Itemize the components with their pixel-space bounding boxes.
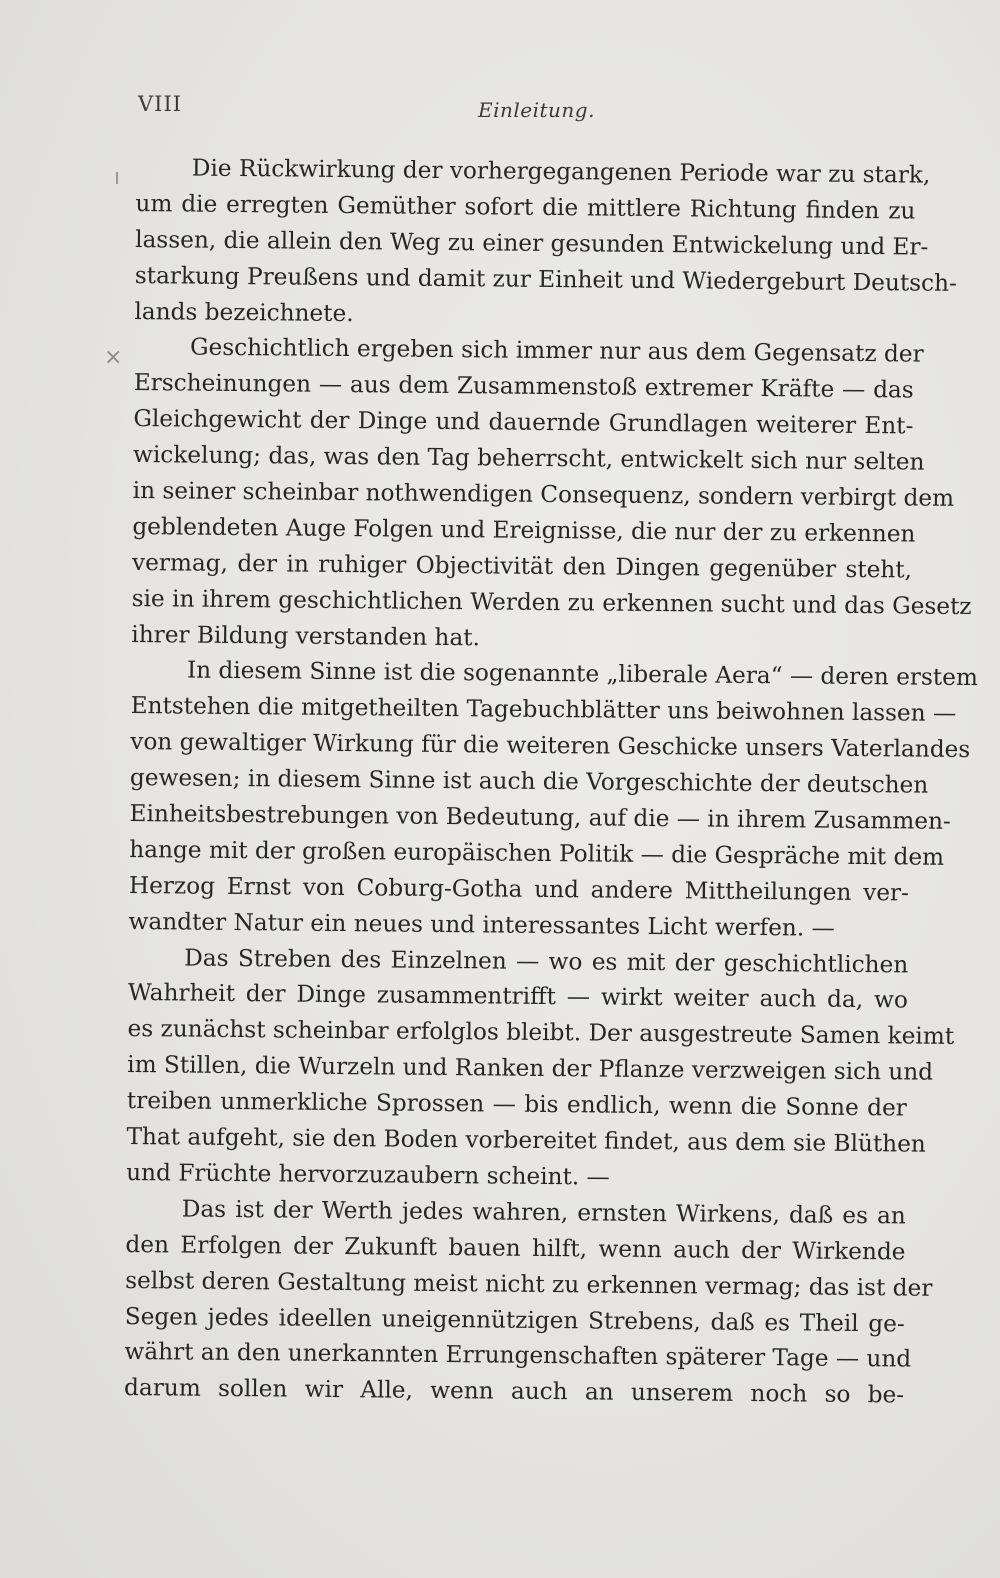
margin-cross-mark: × (104, 345, 123, 370)
text-line: sie in ihrem geschichtlichen Werden zu erkennen sucht und das Gesetz (131, 584, 972, 620)
margin-tick (116, 172, 118, 184)
text-line: es zunächst scheinbar erfolglos bleibt. Der ausgestreute Samen keimt (127, 1015, 955, 1051)
text-line: wandter Natur ein neues und interessantes Licht werfen. — (128, 907, 835, 942)
text-line: hange mit der großen europäischen Politik — die Gespräche mit dem (129, 835, 945, 871)
text-line: Einheitsbestrebungen von Bedeutung, auf die — in ihrem Zusammen- (129, 800, 951, 835)
text-line: lassen, die allein den Weg zu einer gesunden Entwickelung und Er- (135, 225, 929, 261)
text-line: geblendeten Auge Folgen und Ereignisse, die nur der zu erkennen (132, 512, 916, 548)
text-line: wickelung; das, was den Tag beherrscht, entwickelt sich nur selten (132, 441, 925, 476)
text-line: um die erregten Gemüther sofort die mittlere Richtung finden zu (135, 189, 916, 225)
text-line: lands bezeichnete. (134, 297, 354, 327)
text-line: Das ist der Werth jedes wahren, ernsten Wirkens, daß es an (181, 1195, 906, 1230)
text-line: den Erfolgen der Zukunft bauen hilft, wenn auch der Wirkende (125, 1230, 906, 1266)
text-line: ihrer Bildung verstanden hat. (131, 620, 481, 651)
text-line: Das Streben des Einzelnen — wo es mit der geschichtlichen (184, 944, 909, 979)
text-line: selbst deren Gestaltung meist nicht zu erkennen vermag; das ist der (125, 1266, 933, 1302)
text-line: von gewaltiger Wirkung für die weiteren Geschicke unsers Vaterlandes (130, 728, 971, 764)
text-line: vermag, der in ruhiger Objectivität den Dingen gegenüber steht, (131, 548, 913, 584)
text-line: Herzog Ernst von Coburg-Gotha und andere Mittheilungen ver- (128, 871, 910, 907)
text-line: starkung Preußens und damit zur Einheit und Wiedergeburt Deutsch- (134, 261, 958, 297)
text-line: währt an den unerkannten Errungenschaften späterer Tage — und (124, 1338, 912, 1373)
text-line: In diesem Sinne ist die sogenannte „liberale Aera“ — deren erstem (186, 656, 979, 692)
body-text (123, 150, 979, 1414)
page-number: VIII (138, 92, 183, 116)
page-header (138, 92, 898, 132)
text-line: Gleichgewicht der Dinge und dauernde Grundlagen weiterer Ent- (133, 405, 914, 440)
text-line: Die Rückwirkung der vorhergegangenen Periode war zu stark, (191, 154, 931, 189)
text-line: treiben unmerkliche Sprossen — bis endlich, wenn die Sonne der (126, 1087, 907, 1122)
text-line: Geschichtlich ergeben sich immer nur aus dem Gegensatz der (189, 333, 924, 369)
text-line: That aufgeht, sie den Boden vorbereitet findet, aus dem sie Blüthen (126, 1123, 926, 1158)
text-line: in seiner scheinbar nothwendigen Consequenz, sondern verbirgt dem (132, 477, 955, 512)
text-line: darum sollen wir Alle, wenn auch an unserem noch so be- (123, 1374, 905, 1409)
running-title: Einleitung. (478, 98, 595, 122)
text-line: und Früchte hervorzuzaubern scheint. — (126, 1158, 610, 1191)
text-line: Entstehen die mitgetheilten Tagebuchblätter uns beiwohnen lassen — (130, 692, 957, 728)
text-line: im Stillen, die Wurzeln und Ranken der Pflanze verzweigen sich und (127, 1051, 934, 1086)
text-line: Wahrheit der Dinge zusammentrifft — wirkt weiter auch da, wo (127, 979, 909, 1014)
text-line: Erscheinungen — aus dem Zusammenstoß extremer Kräfte — das (133, 369, 914, 404)
text-line: Segen jedes ideellen uneigennützigen Strebens, daß es Theil ge- (124, 1302, 905, 1337)
text-line: gewesen; in diesem Sinne ist auch die Vorgeschichte der deutschen (129, 764, 929, 799)
